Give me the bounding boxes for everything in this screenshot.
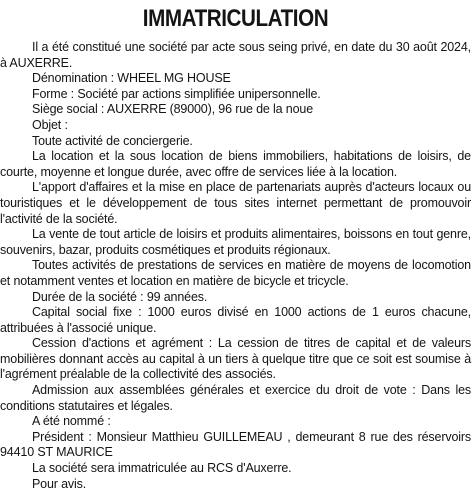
- paragraph-duree: Durée de la société : 99 années.: [32, 289, 208, 304]
- paragraph-objet-vente: La vente de tout article de loisirs et produits alimentaires, boissons en tout genre, souvenirs, bazar, produits cosmétiques et produits régionaux.: [0, 227, 471, 257]
- paragraph-nomination-heading: A été nommé :: [32, 414, 111, 429]
- paragraph-denomination: Dénomination : WHEEL MG HOUSE: [32, 71, 231, 86]
- paragraph-objet-conciergerie: Toute activité de conciergerie.: [32, 133, 193, 148]
- notice-title: IMMATRICULATION: [142, 5, 329, 32]
- paragraph-president: Président : Monsieur Matthieu GUILLEMEAU , demeurant 8 rue des réservoirs 94410 ST MAURICE: [0, 429, 471, 460]
- paragraph-objet-prestations: Toutes activités de prestations de services en matière de moyens de locomotion et notamment ventes et location en matière de bicycle et tricycle.: [0, 258, 471, 288]
- paragraph-siege-social: Siège social : AUXERRE (89000), 96 rue de la noue: [32, 102, 314, 117]
- paragraph-immatriculation: La société sera immatriculée au RCS d'Auxerre.: [32, 461, 292, 476]
- paragraph-forme: Forme : Société par actions simplifiée unipersonnelle.: [32, 86, 321, 101]
- paragraph-objet-apport: L'apport d'affaires et la mise en place de partenariats auprès d'acteurs locaux ou touristiques et le développement de tous sites internet permettant de promouvoir l'activité de la société.: [0, 180, 471, 226]
- paragraph-objet-heading: Objet :: [32, 117, 68, 132]
- paragraph-cession: Cession d'actions et agrément : La cession de titres de capital et de valeurs mobilières donnant accès au capital à un tiers à quelque titre que ce soit est soumise à l'agrément préalable de la collectivité des associés.: [0, 336, 471, 382]
- paragraph-objet-location: La location et la sous location de biens immobiliers, habitations de loisirs, de courte, moyenne et longue durée, avec offre de services liée à la location.: [0, 149, 471, 179]
- paragraph-pour-avis: Pour avis.: [32, 476, 87, 491]
- paragraph-admission: Admission aux assemblées générales et exercice du droit de vote : Dans les conditions statutaires et légales.: [0, 383, 471, 413]
- notice-body: [0, 40, 471, 492]
- paragraph-capital: Capital social fixe : 1000 euros divisé en 1000 actions de 1 euros chacune, attribuées à l'associé unique.: [0, 305, 471, 335]
- paragraph-constitution: Il a été constitué une société par acte sous seing privé, en date du 30 août 2024, à AUXERRE.: [0, 40, 471, 70]
